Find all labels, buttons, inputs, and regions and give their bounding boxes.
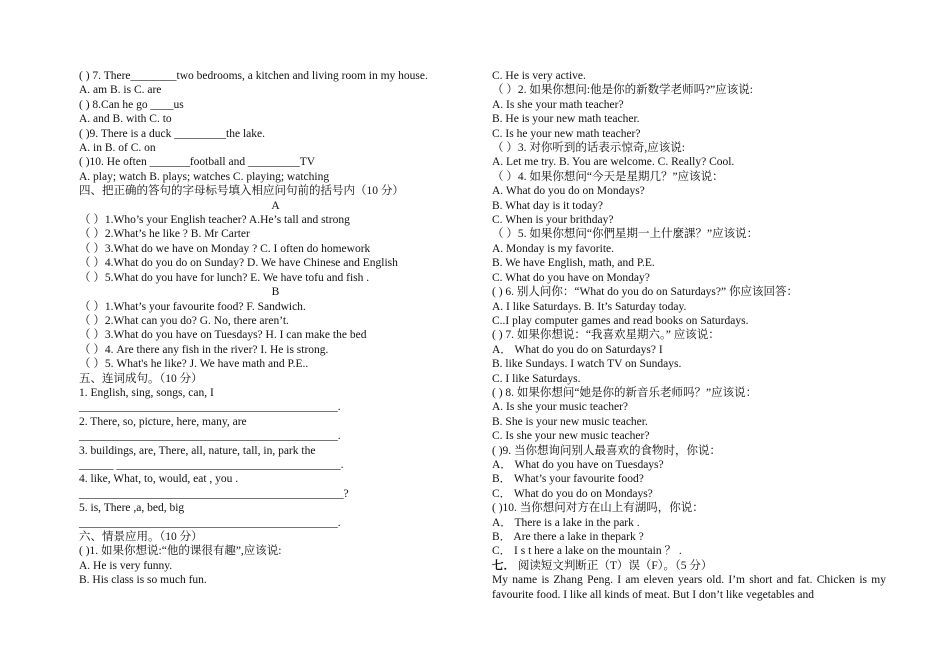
section-number: 七．	[492, 559, 515, 572]
right-column-line: C． I s t here a lake on the mountain ？ .	[492, 545, 682, 558]
right-column-line: C. When is your brithday?	[492, 214, 614, 227]
left-column-line: （ ）5.What do you have for lunch? E. We have tofu and fish .	[79, 271, 370, 284]
left-column-line: A. He is very funny.	[79, 559, 173, 572]
right-column-line: ( ) 6. 别人问你：“What do you do on Saturdays?” 你应该回答：	[492, 286, 798, 299]
right-column-line: A. Let me try. B. You are welcome. C. Really? Cool.	[492, 156, 735, 169]
right-column-line: A. I like Saturdays. B. It’s Saturday today.	[492, 300, 687, 313]
right-column-line: 七． 阅读短文判断正（T）误（F）。（5 分）	[492, 559, 713, 572]
right-column-line: B. She is your new music teacher.	[492, 415, 648, 428]
left-column-line: ( )1. 如果你想说:“他的课很有趣”,应该说:	[79, 545, 282, 558]
left-column-line: _____________________________________________.	[79, 516, 341, 529]
right-column-line: C. What do you have on Monday?	[492, 271, 650, 284]
right-column-line: B． Are there a lake in thepark ?	[492, 531, 644, 543]
right-column-line: C..I play computer games and read books on Saturdays.	[492, 314, 749, 327]
left-column-line: 五、连词成句。（10 分）	[79, 372, 203, 385]
left-column-line: A. play; watch B. plays; watches C. playing; watching	[79, 170, 330, 183]
left-column-line: 2. There, so, picture, here, many, are	[79, 415, 247, 428]
left-column-line: 4. like, What, to, would, eat , you .	[79, 473, 239, 486]
left-column-line: ______ _______________________________________.	[79, 458, 344, 471]
left-column-line: （ ）5. What's he like? J. We have math and P.E..	[79, 358, 309, 371]
left-column	[79, 69, 472, 588]
right-column-line: A． What do you have on Tuesdays?	[492, 458, 664, 471]
right-column-line: （ ）2. 如果你想问:他是你的新数学老师吗?”应该说:	[492, 84, 753, 97]
right-column-line: A. What do you do on Mondays?	[492, 185, 645, 198]
left-column-line: B	[271, 286, 280, 299]
right-column-line: My name is Zhang Peng. I am eleven years old. I’m short and fat. Chicken is my favourite food. I like all kinds of meat. But I don’t like vegetables and	[492, 574, 886, 601]
left-column-line: （ ）2.What’s he like ? B. Mr Carter	[79, 228, 250, 241]
right-column-line: A. Monday is my favorite.	[492, 242, 615, 255]
right-column-line: A. Is she your music teacher?	[492, 401, 629, 414]
left-column-line: ( )9. There is a duck _________the lake.	[79, 127, 265, 140]
right-column	[492, 69, 886, 602]
left-column-line: （ ）3.What do we have on Monday ? C. I often do homework	[79, 242, 371, 255]
right-column-line: B． What’s your favourite food?	[492, 473, 644, 486]
left-column-line: （ ）2.What can you do? G. No, there aren’t.	[79, 314, 289, 327]
left-column-line: （ ）1.What’s your favourite food? F. Sandwich.	[79, 300, 306, 313]
right-column-line: （ ）5. 如果你想问“你們星期一上什麼課？”应该说：	[492, 228, 759, 241]
right-column-line: B. What day is it today?	[492, 199, 603, 212]
left-column-line: 1. English, sing, songs, can, I	[79, 386, 214, 399]
right-column-line: B. We have English, math, and P.E.	[492, 257, 655, 270]
right-column-line: ( ) 8. 如果你想问“她是你的新音乐老师吗？”应该说：	[492, 386, 758, 399]
left-column-line: （ ）1.Who’s your English teacher? A.He’s tall and strong	[79, 214, 350, 227]
left-column-line: A. and B. with C. to	[79, 113, 172, 126]
right-column-line: C. Is she your new music teacher?	[492, 430, 650, 443]
right-column-line: （ ）3. 对你听到的话表示惊奇,应该说:	[492, 142, 685, 155]
left-column-line: _____________________________________________.	[79, 430, 341, 443]
left-column-line: 四、把正确的答句的字母标号填入相应问句前的括号内（10 分）	[79, 185, 404, 198]
left-column-line: （ ）4.What do you do on Sunday? D. We have Chinese and English	[79, 257, 398, 270]
right-column-line: C. I like Saturdays.	[492, 372, 581, 385]
right-column-line: C. He is very active.	[492, 70, 586, 82]
left-column-line: ______________________________________________?	[79, 487, 349, 500]
left-column-line: A	[271, 199, 280, 212]
right-column-line: A． What do you do on Saturdays? I	[492, 343, 663, 356]
left-column-line: ( ) 7. There________two bedrooms, a kitchen and living room in my house.	[79, 70, 428, 82]
left-column-line: _____________________________________________.	[79, 401, 341, 414]
right-column-line: B. He is your new math teacher.	[492, 113, 640, 126]
left-column-line: B. His class is so much fun.	[79, 574, 207, 587]
left-column-line: （ ）4. Are there any fish in the river? I. He is strong.	[79, 343, 329, 356]
right-column-line: A． There is a lake in the park .	[492, 516, 640, 529]
right-column-line: （ ）4. 如果你想问“今天是星期几？”应该说：	[492, 170, 724, 183]
left-column-line: 六、情景应用。（10 分）	[79, 531, 203, 543]
left-column-line: A. in B. of C. on	[79, 142, 156, 155]
left-column-line: A. am B. is C. are	[79, 84, 162, 97]
right-column-line: ( )9. 当你想询问别人最喜欢的食物时，你说：	[492, 444, 722, 457]
left-column-line: （ ）3.What do you have on Tuesdays? H. I can make the bed	[79, 329, 367, 342]
left-column-line: 3. buildings, are, There, all, nature, tall, in, park the	[79, 444, 316, 457]
right-column-line: ( ) 7. 如果你想说：“我喜欢星期六。” 应该说：	[492, 329, 720, 342]
left-column-line: ( )10. He often _______football and _________TV	[79, 156, 316, 169]
right-column-line: C. Is he your new math teacher?	[492, 127, 641, 140]
right-column-line: B. like Sundays. I watch TV on Sundays.	[492, 358, 682, 371]
left-column-line: ( ) 8.Can he go ____us	[79, 98, 184, 111]
right-column-line: C． What do you do on Mondays?	[492, 487, 653, 500]
right-column-line: ( )10. 当你想问对方在山上有湖吗，你说：	[492, 502, 704, 515]
right-column-line: A. Is she your math teacher?	[492, 98, 624, 111]
left-column-line: 5. is, There ,a, bed, big	[79, 502, 185, 515]
